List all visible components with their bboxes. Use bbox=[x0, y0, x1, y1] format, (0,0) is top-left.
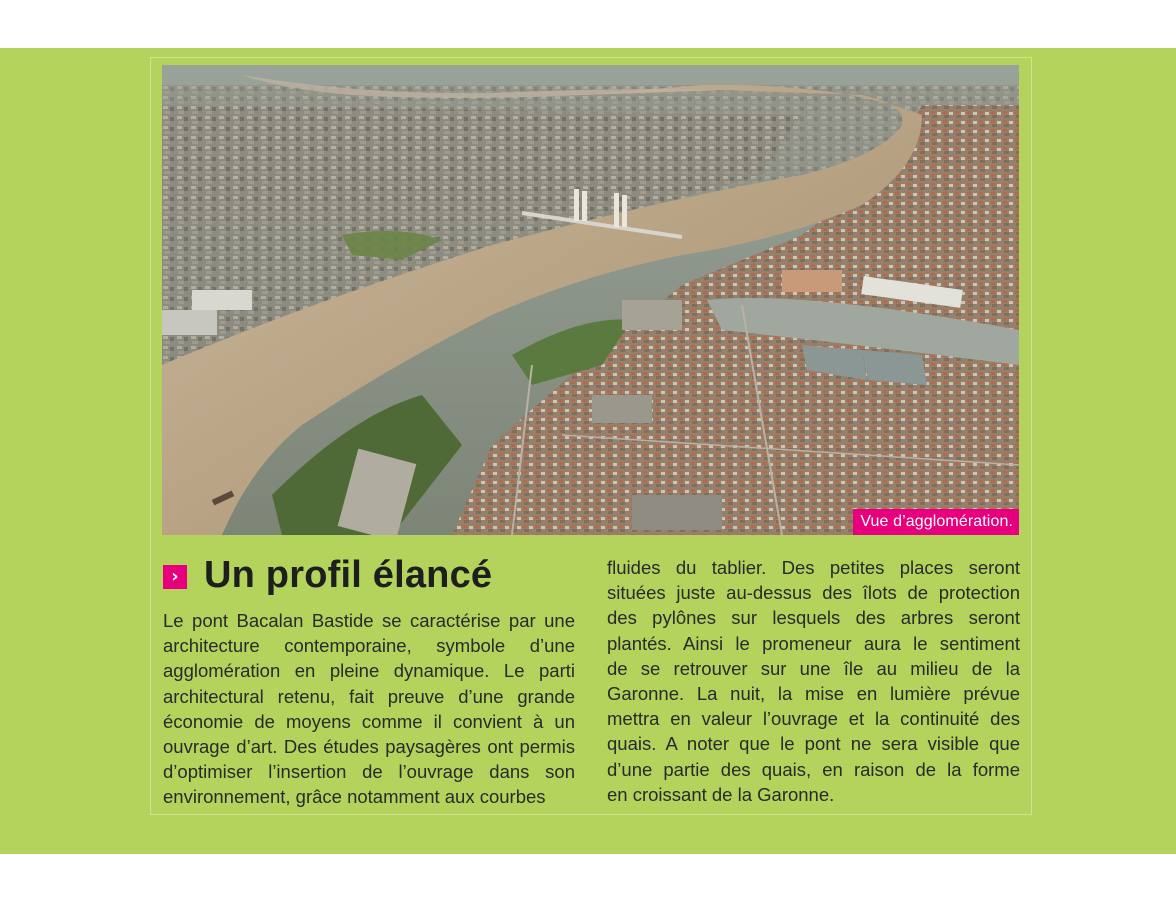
section-heading bbox=[163, 550, 492, 600]
body-text-line: de se retrouver sur une île au milieu de la bbox=[607, 657, 1020, 679]
body-text-line: architecture contemporaine, symbole d’une bbox=[163, 635, 575, 657]
body-text-line: architectural retenu, fait preuve d’une grande bbox=[163, 685, 575, 707]
body-column-right bbox=[607, 555, 1020, 807]
body-text-line: agglomération en pleine dynamique. Le parti bbox=[163, 660, 575, 682]
section-title: Un profil élancé bbox=[204, 553, 493, 596]
body-text-line: Le pont Bacalan Bastide se caractérise par une bbox=[163, 610, 575, 631]
body-text-line: fluides du tablier. Des petites places seront bbox=[607, 557, 1020, 578]
body-text-line: ouvrage d’art. Des études paysagères ont permis bbox=[163, 736, 575, 758]
body-text-line: des pylônes sur lesquels des arbres seront bbox=[607, 607, 1020, 629]
body-text-line: d’optimiser l’insertion de l’ouvrage dans son bbox=[163, 761, 575, 783]
body-text-line: situées juste au-dessus des îlots de protection bbox=[607, 582, 1020, 604]
chevron-right-icon: › bbox=[163, 565, 187, 589]
body-text-line: quais. A noter que le pont ne sera visible que bbox=[607, 733, 1020, 755]
photo-caption: Vue d’agglomération. bbox=[853, 509, 1019, 535]
body-text-line: Garonne. La nuit, la mise en lumière prévue bbox=[607, 683, 1020, 705]
aerial-photo bbox=[162, 65, 1019, 535]
body-text-line: d’une partie des quais, en raison de la forme bbox=[607, 758, 1020, 780]
body-text-line: économie de moyens comme il convient à un bbox=[163, 710, 575, 732]
body-text-line: en croissant de la Garonne. bbox=[607, 783, 835, 805]
body-text-line: environnement, grâce notamment aux courbes bbox=[163, 786, 546, 808]
body-text-line: plantés. Ainsi le promeneur aura le sentiment bbox=[607, 632, 1020, 654]
body-text-line: mettra en valeur l’ouvrage et la continuité des bbox=[607, 708, 1020, 730]
body-column-left bbox=[163, 608, 575, 810]
aerial-photo-illustration bbox=[162, 65, 1019, 535]
